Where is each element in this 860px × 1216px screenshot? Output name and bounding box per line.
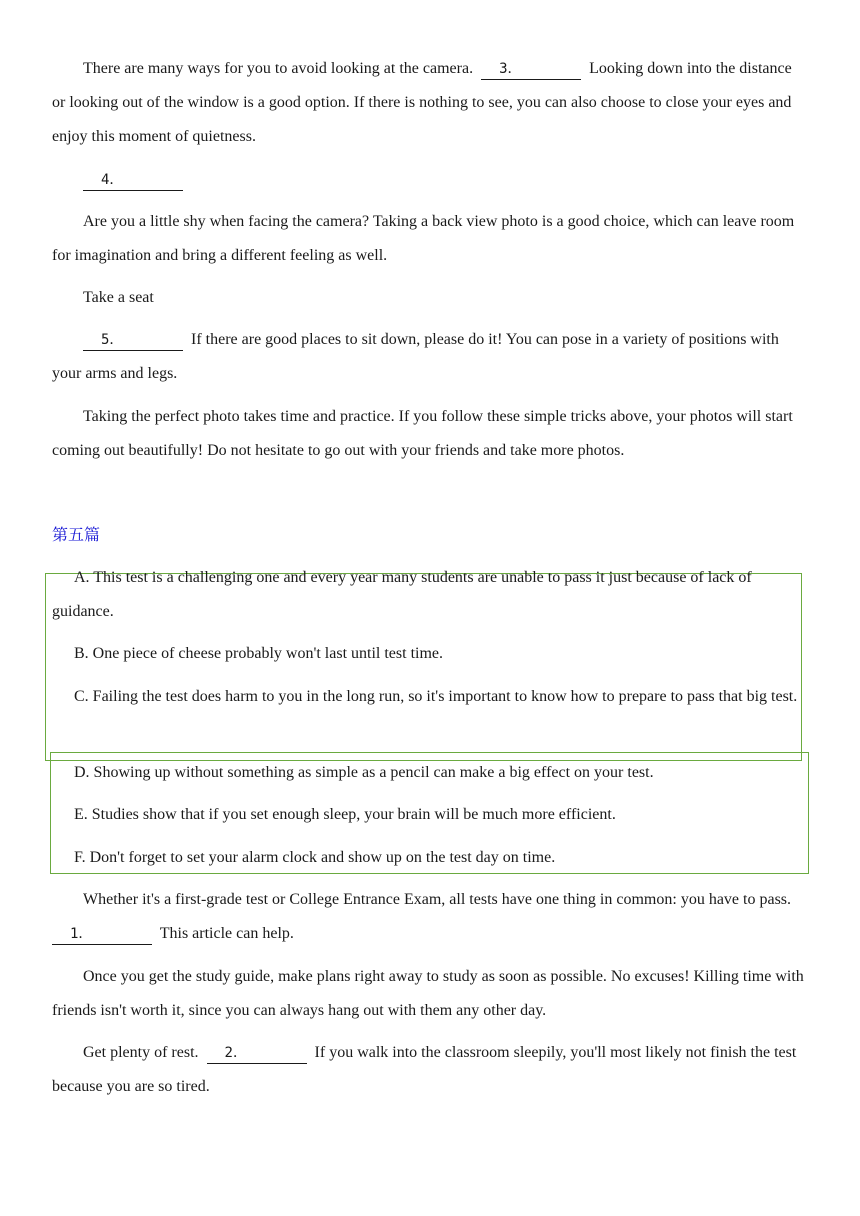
answer-blank-4[interactable]: 4． bbox=[83, 170, 183, 191]
option-f: F. Don't forget to set your alarm clock and show up on the test day on time. bbox=[74, 849, 556, 866]
option-d: D. Showing up without something as simple as a pencil can make a big effect on your test. bbox=[74, 764, 654, 781]
option-c: C. Failing the test does harm to you in the long run, so it's important to know how to prepare to pass that big test. bbox=[74, 688, 798, 705]
paragraph-passage-intro: Whether it's a first-grade test or College Entrance Exam, all tests have one thing in common: you have to pass. 1． This article can help. bbox=[52, 883, 804, 951]
paragraph-back-view: Are you a little shy when facing the camera? Taking a back view photo is a good choice, which can leave room for imagination and bring a different feeling as well. bbox=[52, 213, 795, 264]
answer-blank-5[interactable]: 5． bbox=[83, 330, 183, 351]
paragraph-sit-down: 5． If there are good places to sit down, please do it! You can pose in a variety of positions with your arms and legs. bbox=[52, 331, 779, 382]
subheading-take-a-seat: Take a seat bbox=[83, 289, 154, 306]
option-e: E. Studies show that if you set enough sleep, your brain will be much more efficient. bbox=[74, 806, 616, 823]
paragraph-blank-4 bbox=[52, 163, 804, 197]
paragraph-study-plan: Once you get the study guide, make plans right away to study as soon as possible. No excuses! Killing time with friends isn't worth it, since you can always hang out with them any other day. bbox=[52, 968, 804, 1019]
option-a: A. This test is a challenging one and every year many students are unable to pass it just because of lack of guidance. bbox=[52, 569, 752, 620]
paragraph-conclusion: Taking the perfect photo takes time and practice. If you follow these simple tricks above, your photos will start coming out beautifully! Do not hesitate to go out with your friends and take more photos. bbox=[52, 408, 793, 459]
paragraph-rest: Get plenty of rest. 2． If you walk into the classroom sleepily, you'll most likely not finish the test because you are so tired. bbox=[52, 1044, 797, 1095]
answer-blank-2[interactable]: 2． bbox=[207, 1043, 307, 1064]
option-b: B. One piece of cheese probably won't last until test time. bbox=[74, 645, 444, 662]
paragraph-avoid-camera: There are many ways for you to avoid looking at the camera. 3． Looking down into the distance or looking out of the window is a good option. If there is nothing to see, you can also choose to close your eyes and enjoy this moment of quietness. bbox=[52, 60, 792, 145]
answer-blank-1[interactable]: 1． bbox=[52, 924, 152, 945]
answer-blank-3[interactable]: 3． bbox=[481, 59, 581, 80]
section-heading: 第五篇 bbox=[52, 525, 101, 544]
